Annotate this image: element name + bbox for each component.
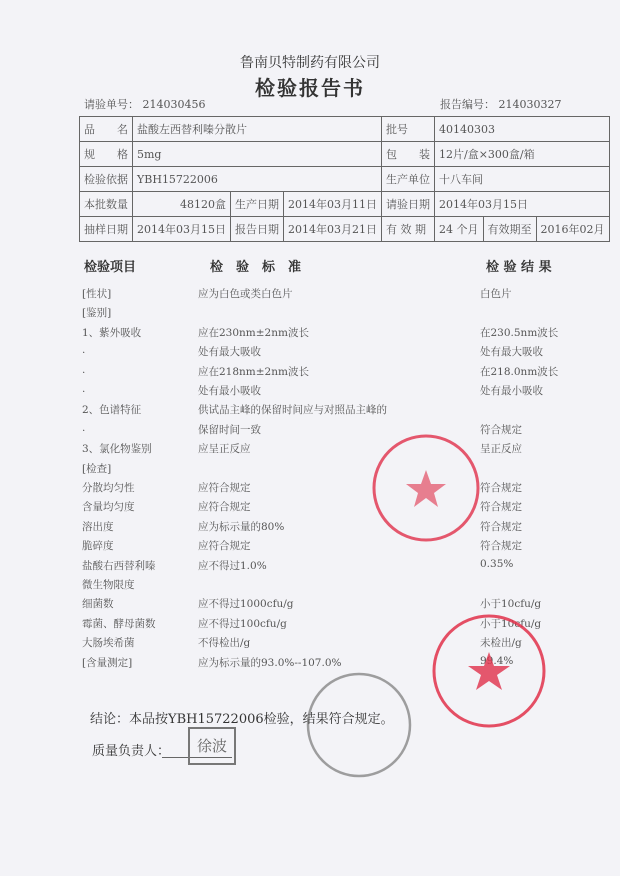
row-result: 白色片 [480,288,512,300]
row-result: 符合规定 [480,520,522,533]
label: 报告日期 [231,217,284,242]
report-title: 检验报告书 [255,76,365,100]
row-item: 3、氯化物鉴别 [82,443,152,456]
label: 规 格 [80,142,133,167]
product-info-table [79,116,610,242]
row-result: 符合规定 [480,482,522,494]
row-standard: 应在230nm±2nm波长 [198,326,309,339]
row-result: 在218.0nm波长 [480,365,559,378]
row-standard: 保留时间一致 [198,423,261,436]
row-standard: 应在218nm±2nm波长 [198,365,309,378]
row-standard: 应呈正反应 [198,443,251,456]
label: 抽样日期 [80,217,133,242]
quality-dept-stamp-2 [430,612,548,730]
row-item: 霉菌、酵母菌数 [82,617,156,630]
label: 品 名 [80,117,133,142]
row-item: . [82,421,86,434]
row-standard: 应为标示量的80% [198,520,285,533]
row-standard: 应不得过1000cfu/g [198,598,294,611]
row-item: 溶出度 [82,520,114,533]
label: 有效期至 [483,217,536,242]
row-item: 2、色谱特征 [82,404,142,417]
row-standard: 不得检出/g [198,637,251,650]
row-standard: 处有最大吸收 [198,346,261,359]
row-result: 呈正反应 [480,443,522,456]
conclusion: 结论：本品按YBH15722006检验，结果符合规定。 [90,712,394,727]
spec: 5mg [133,142,382,167]
row-item: . [82,363,86,376]
row-standard: 应不得过100cfu/g [198,617,287,630]
row-standard: 应符合规定 [198,501,251,514]
signature-stamp: 徐波 [188,727,236,765]
label: 批号 [382,117,435,142]
row-item: [含量测定] [82,656,133,669]
row-item: 含量均匀度 [82,501,135,514]
report-number: 报告编号： 214030327 [440,98,562,111]
label: 包 装 [382,142,435,167]
row-item: [鉴别] [82,307,112,320]
expiry-date: 2016年02月 [536,217,609,242]
label: 请验日期 [382,192,435,217]
row-item: 1、紫外吸收 [82,326,142,339]
label: 生产日期 [231,192,284,217]
product-name: 盐酸左西替利嗪分散片 [133,117,382,142]
row-result: 处有最大吸收 [480,346,543,359]
row-standard: 应为白色或类白色片 [198,288,293,300]
col-header-standard: 检 验 标 准 [210,260,302,275]
row-item: 盐酸右西替利嗪 [82,559,156,572]
row-standard: 应为标示量的93.0%--107.0% [198,656,342,669]
sample-date: 2014年03月15日 [133,217,231,242]
row-item: . [82,344,86,357]
row-result: 未检出/g [480,637,522,650]
label: 本批数量 [80,192,133,217]
row-result: 小于10cfu/g [480,617,542,630]
row-result: 在230.5nm波长 [480,326,559,339]
quality-dept-stamp-1 [370,432,482,544]
row-result: 小于10cfu/g [480,598,542,611]
production-date: 2014年03月11日 [284,192,382,217]
batch-number: 40140303 [435,117,610,142]
row-standard: 应符合规定 [198,540,251,553]
row-item: . [82,383,86,395]
label: 检验依据 [80,167,133,192]
label: 生产单位 [382,167,435,192]
row-result: 符合规定 [480,501,522,514]
row-item: 微生物限度 [82,579,135,591]
row-standard: 应符合规定 [198,482,251,494]
production-unit: 十八车间 [435,167,610,192]
row-result: 0.35% [480,557,514,570]
row-item: 大肠埃希菌 [82,637,135,650]
col-header-result: 检 验 结 果 [486,260,552,275]
row-result: 99.4% [480,654,514,667]
row-item: 细菌数 [82,598,114,611]
quantity: 48120盒 [133,192,231,217]
row-item: [性状] [82,288,112,300]
col-header-item: 检验项目 [84,260,137,275]
row-standard: 应不得过1.0% [198,559,267,572]
row-item: 脆碎度 [82,540,114,553]
company-name: 鲁南贝特制药有限公司 [240,55,380,71]
row-result: 符合规定 [480,540,522,553]
validity: 24 个月 [435,217,484,242]
qa-label: 质量负责人： [92,744,171,759]
row-standard: 供试品主峰的保留时间应与对照品主峰的 [198,404,387,417]
basis: YBH15722006 [133,167,382,192]
report-date: 2014年03月21日 [284,217,382,242]
row-item: [检查] [82,462,112,475]
row-item: 分散均匀性 [82,482,135,494]
row-result: 处有最小吸收 [480,385,543,397]
request-date: 2014年03月15日 [435,192,610,217]
row-standard: 处有最小吸收 [198,385,261,397]
request-number: 请验单号： 214030456 [84,98,206,111]
package: 12片/盒×300盒/箱 [435,142,610,167]
row-result: 符合规定 [480,423,522,436]
label: 有 效 期 [382,217,435,242]
